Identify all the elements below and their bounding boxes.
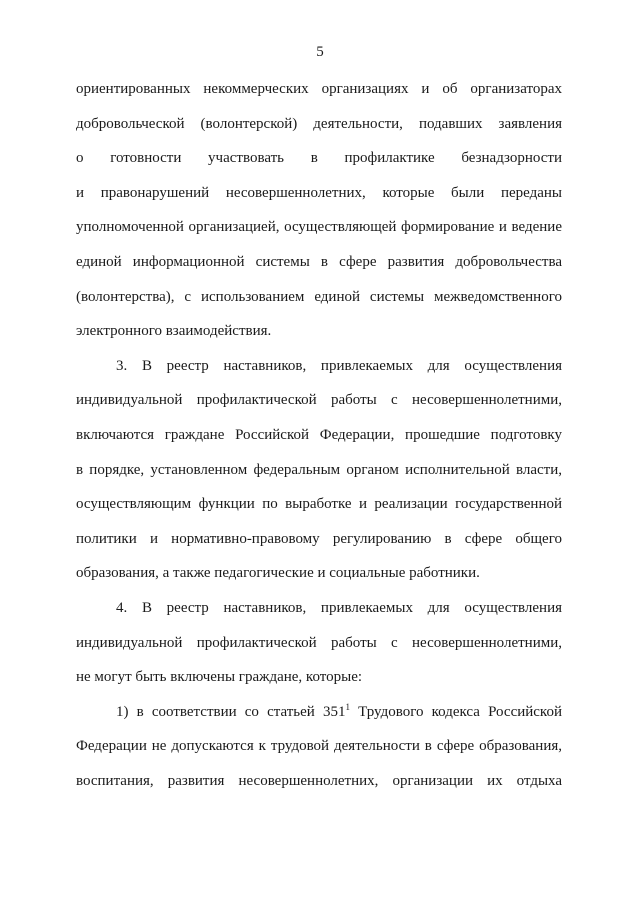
text-line: о готовности участвовать в профилактике безнадзорности: [76, 150, 562, 167]
text-line: образования, а также педагогические и социальные работники.: [76, 565, 480, 582]
text-line: (волонтерства), с использованием единой системы межведомственного: [76, 288, 562, 305]
text-line: электронного взаимодействия.: [76, 323, 272, 340]
text-line: включаются граждане Российской Федерации, прошедшие подготовку: [76, 426, 562, 443]
paragraph-3-start: 3. В реестр наставников, привлекаемых для осуществления: [116, 357, 562, 374]
text-fragment: 1) в соответствии со статьей 351: [116, 703, 346, 720]
footnote-superscript: 1: [345, 701, 350, 712]
page-number: 5: [316, 44, 324, 60]
text-line: воспитания, развития несовершеннолетних, организации их отдыха: [76, 772, 562, 789]
text-line: уполномоченной организацией, осуществляющей формирование и ведение: [76, 219, 562, 236]
paragraph-4-start: 4. В реестр наставников, привлекаемых для осуществления: [116, 599, 562, 616]
text-fragment: Трудового кодекса Российской: [349, 703, 562, 720]
text-line: ориентированных некоммерческих организациях и об организаторах: [76, 81, 562, 97]
text-line: добровольческой (волонтерской) деятельности, подавших заявления: [76, 115, 562, 132]
document-body: [76, 72, 562, 798]
list-item-1-start: [76, 695, 562, 730]
text-line: и правонарушений несовершеннолетних, которые были переданы: [76, 184, 562, 201]
text-line: политики и нормативно-правовому регулированию в сфере общего: [76, 530, 562, 547]
text-line: индивидуальной профилактической работы с несовершеннолетними,: [76, 392, 562, 409]
text-line: Федерации не допускаются к трудовой деятельности в сфере образования,: [76, 738, 562, 755]
text-line: осуществляющим функции по выработке и реализации государственной: [76, 496, 562, 513]
text-line: не могут быть включены граждане, которые:: [76, 669, 363, 686]
text-line: единой информационной системы в сфере развития добровольчества: [76, 253, 562, 270]
text-line: в порядке, установленном федеральным органом исполнительной власти,: [76, 461, 562, 478]
text-line: индивидуальной профилактической работы с несовершеннолетними,: [76, 634, 562, 651]
